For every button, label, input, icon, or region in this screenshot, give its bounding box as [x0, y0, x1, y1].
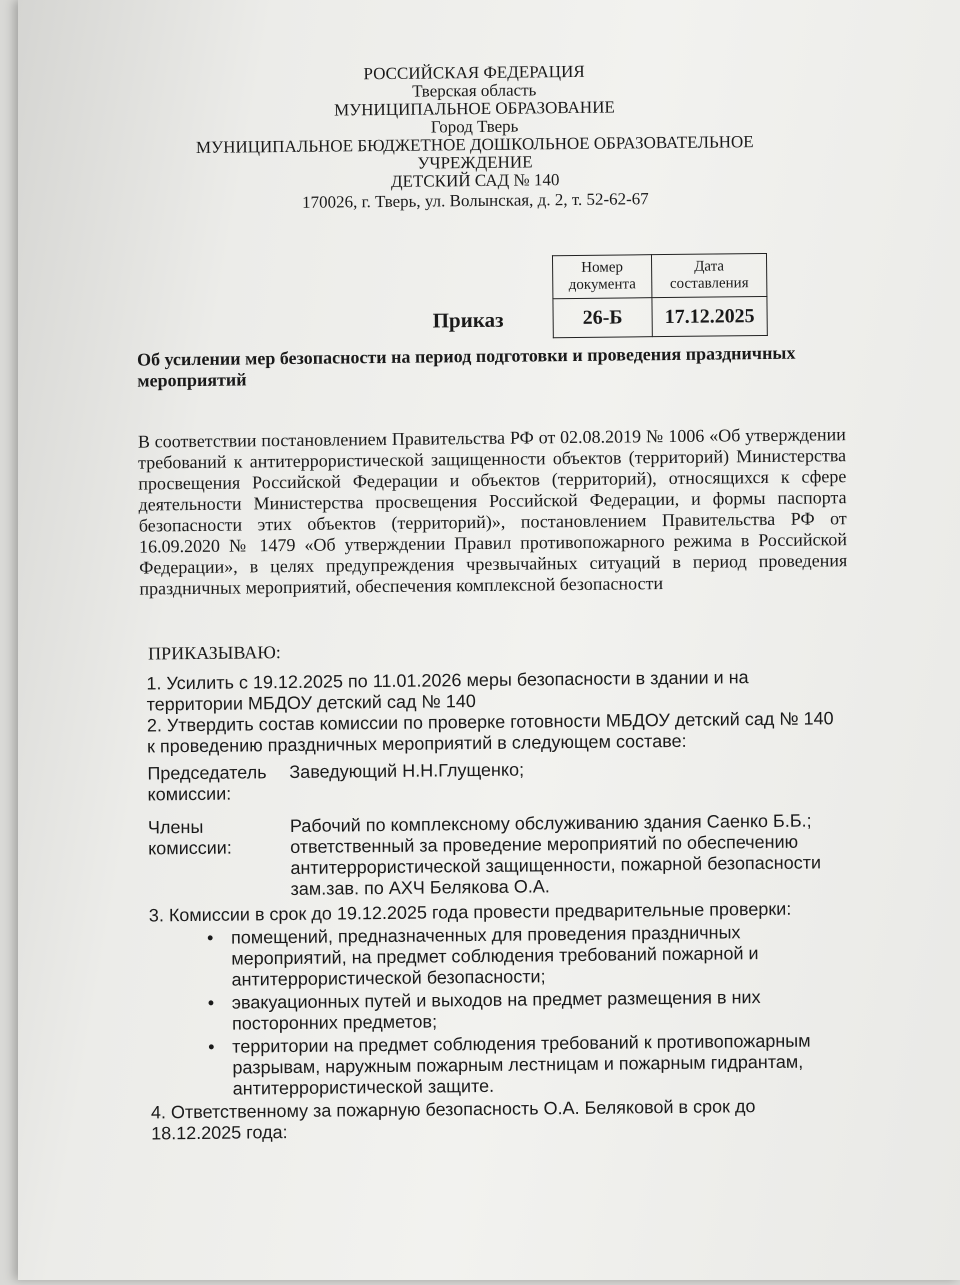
document-type-title: Приказ [432, 307, 504, 333]
header-city: Город Тверь [430, 116, 519, 137]
commission-list [147, 756, 838, 901]
order-subject: Об усилении мер безопасности на период подготовки и проведения праздничных мероприятий [136, 342, 796, 391]
bullet-icon: • [207, 992, 215, 1013]
header-institution: МУНИЦИПАЛЬНОЕ БЮДЖЕТНОЕ ДОШКОЛЬНОЕ ОБРАЗОВАТЕЛЬНОЕ УЧРЕЖДЕНИЕ [195, 132, 754, 173]
members-names: Рабочий по комплексному обслуживанию здания Саенко Б.Б.; ответственный за проведение мероприятий по обеспечению антитеррористической защищенности, пожарной безопасности зам.зав. по АХЧ Белякова О.А. [289, 810, 822, 899]
inspection-list [149, 921, 841, 1100]
members-role: Члены комиссии: [147, 816, 232, 859]
list-item [208, 1030, 841, 1100]
commission-chair-row [147, 756, 837, 805]
bullet-icon: • [208, 1036, 215, 1057]
list-item-text: эвакуационных путей и выходов на предмет размещения в них посторонних предметов; [231, 987, 761, 1034]
order-item-1: 1. Усилить с 19.12.2025 по 11.01.2026 меры безопасности в здании и на территории МБДОУ детский сад № 140 [146, 667, 749, 715]
list-item-text: помещений, предназначенных для проведения праздничных мероприятий, на предмет соблюдения требований пожарной и антитеррористической безопасности; [230, 922, 759, 990]
order-body [146, 666, 841, 1144]
document-date: 17.12.2025 [652, 296, 767, 336]
date-header: Дата составления [651, 253, 766, 297]
document-number-table [552, 253, 768, 338]
order-item-3: 3. Комиссии в срок до 19.12.2025 года провести предварительные проверки: [148, 898, 792, 926]
list-item [208, 986, 840, 1035]
preamble-paragraph: В соответствии постановлением Правительства РФ от 02.08.2019 № 1006 «Об утверждении требований к антитеррористической защищенности объектов (территорий) Министерства просвещения Российской Федерации и объектов (территорий), относящихся к сфере деятельности Министерства просвещения Российской Федерации, и формы паспорта безопасности этих объектов (территорий)», постановлением Правительства РФ от 16.09.2020 № 1479 «Об утверждении Правил противопожарного режима в Российской Федерации», в целях предупреждения чрезвычайных ситуаций в период проведения праздничных мероприятий, обеспечения комплексной безопасности [137, 424, 848, 599]
header-region: Тверская область [412, 80, 537, 101]
bullet-icon: • [206, 927, 214, 948]
header-address: 170026, г. Тверь, ул. Волынская, д. 2, т. 52-62-67 [301, 189, 649, 212]
chair-name: Заведующий Н.Н.Глущенко; [289, 759, 525, 783]
header-kindergarten: ДЕТСКИЙ САД № 140 [390, 170, 560, 191]
chair-role: Председатель комиссии: [147, 762, 267, 805]
list-item [207, 921, 840, 991]
header-municipality: МУНИЦИПАЛЬНОЕ ОБРАЗОВАНИЕ [333, 97, 615, 120]
order-keyword: ПРИКАЗЫВАЮ: [148, 642, 281, 664]
order-item-4: 4. Ответственному за пожарную безопасность О.А. Беляковой в срок до 18.12.2025 года: [150, 1096, 756, 1144]
list-item-text: территории на предмет соблюдения требований к противопожарным разрывам, наружным пожарным лестницам и пожарным гидрантам, антитеррористической защите. [232, 1030, 811, 1099]
number-header: Номер документа [552, 255, 651, 299]
commission-members-row [148, 810, 839, 901]
document-number: 26-Б [553, 298, 652, 338]
letterhead [144, 61, 805, 214]
order-item-2: 2. Утвердить состав комиссии по проверке готовности МБДОУ детский сад № 140 к проведению праздничных мероприятий в следующем составе: [146, 708, 834, 757]
header-country: РОССИЙСКАЯ ФЕДЕРАЦИЯ [363, 61, 585, 84]
